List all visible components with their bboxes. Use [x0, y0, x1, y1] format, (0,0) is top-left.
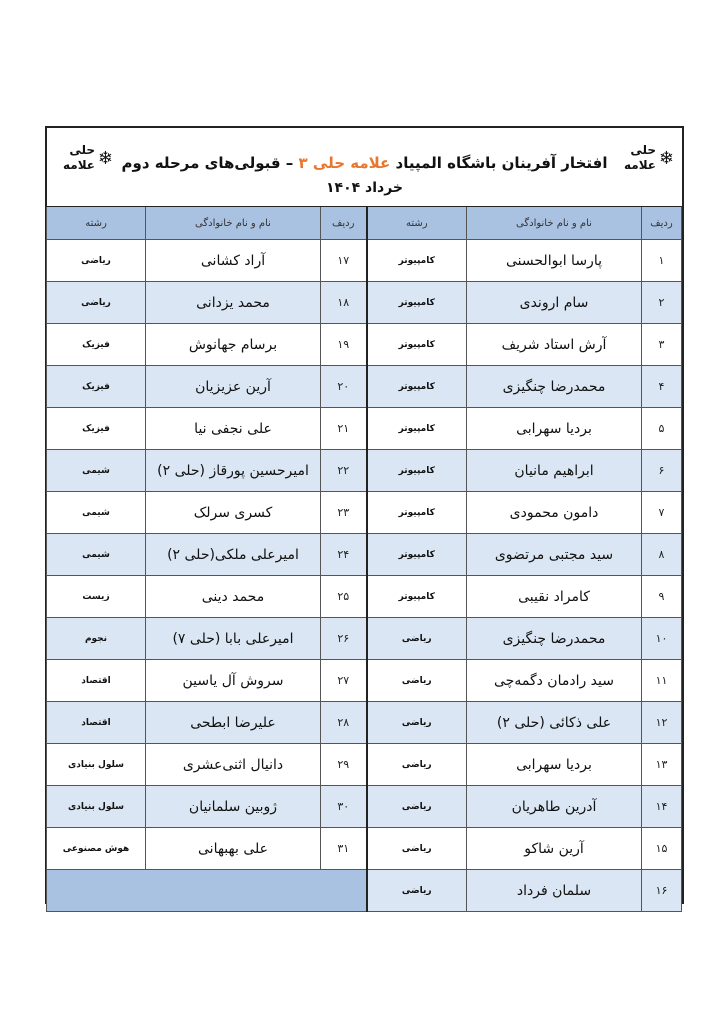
row-number: ۲۰	[321, 366, 367, 408]
table-row	[47, 786, 682, 828]
field-name: فیزیک	[47, 366, 146, 408]
student-name: آراد کشانی	[146, 240, 321, 282]
field-name: ریاضی	[367, 744, 467, 786]
row-number: ۹	[642, 576, 682, 618]
table-row	[47, 366, 682, 408]
table-row	[47, 534, 682, 576]
logo-word: حلی	[69, 143, 95, 157]
student-name: بردیا سهرابی	[467, 408, 642, 450]
field-name: شیمی	[47, 450, 146, 492]
student-name: کامراد نقیبی	[467, 576, 642, 618]
student-name: امیرحسین پورقاز (حلی ۲)	[146, 450, 321, 492]
student-name: آدرین طاهریان	[467, 786, 642, 828]
page-subtitle: خرداد ۱۴۰۴	[325, 180, 404, 196]
row-number: ۸	[642, 534, 682, 576]
table-row	[47, 408, 682, 450]
field-name: سلول بنیادی	[47, 744, 146, 786]
student-name: آرین عزیزیان	[146, 366, 321, 408]
row-number: ۱۱	[642, 660, 682, 702]
table-row	[47, 870, 682, 912]
field-name: فیزیک	[47, 324, 146, 366]
row-number: ۱۴	[642, 786, 682, 828]
field-name: ریاضی	[47, 240, 146, 282]
logo-word: حلی	[630, 143, 656, 157]
title-part2: – قبولی‌های مرحله دوم	[121, 154, 294, 172]
field-name: ریاضی	[367, 660, 467, 702]
logo-word: علامه	[623, 158, 656, 172]
logo-word: علامه	[62, 158, 95, 172]
student-name: سروش آل یاسین	[146, 660, 321, 702]
table-header-row	[47, 207, 682, 240]
student-name: محمد یزدانی	[146, 282, 321, 324]
student-name: علی نجفی نیا	[146, 408, 321, 450]
row-number: ۲۲	[321, 450, 367, 492]
row-number: ۳۰	[321, 786, 367, 828]
field-name: اقتصاد	[47, 702, 146, 744]
row-number: ۱۵	[642, 828, 682, 870]
field-name: ریاضی	[47, 282, 146, 324]
student-name: بردیا سهرابی	[467, 744, 642, 786]
student-name: امیرعلی ملکی(حلی ۲)	[146, 534, 321, 576]
student-name: دامون محمودی	[467, 492, 642, 534]
snowflake-icon: ❄	[97, 148, 113, 169]
title-highlight: علامه حلی ۳	[298, 154, 391, 172]
row-number: ۳	[642, 324, 682, 366]
row-number: ۳۱	[321, 828, 367, 870]
row-number: ۲۳	[321, 492, 367, 534]
student-name: آرش استاد شریف	[467, 324, 642, 366]
col-header-field: رشته	[367, 207, 467, 240]
row-number: ۵	[642, 408, 682, 450]
row-number: ۲۷	[321, 660, 367, 702]
student-name: محمد دینی	[146, 576, 321, 618]
row-number: ۲۶	[321, 618, 367, 660]
empty-cell	[47, 870, 367, 912]
row-number: ۱۷	[321, 240, 367, 282]
table-row	[47, 492, 682, 534]
field-name: کامپیوتر	[367, 576, 467, 618]
row-number: ۶	[642, 450, 682, 492]
field-name: هوش مصنوعی	[47, 828, 146, 870]
table-row	[47, 576, 682, 618]
col-header-radif: ردیف	[642, 207, 682, 240]
row-number: ۲	[642, 282, 682, 324]
field-name: اقتصاد	[47, 660, 146, 702]
col-header-name: نام و نام خانوادگی	[146, 207, 321, 240]
title-part1: افتخار آفرینان باشگاه المپیاد	[395, 154, 608, 172]
field-name: ریاضی	[367, 870, 467, 912]
field-name: شیمی	[47, 534, 146, 576]
student-name: محمدرضا چنگیزی	[467, 366, 642, 408]
col-header-radif: ردیف	[321, 207, 367, 240]
field-name: فیزیک	[47, 408, 146, 450]
student-name: سید مجتبی مرتضوی	[467, 534, 642, 576]
col-header-name: نام و نام خانوادگی	[467, 207, 642, 240]
student-name: علی ذکائی (حلی ۲)	[467, 702, 642, 744]
row-number: ۱۶	[642, 870, 682, 912]
field-name: ریاضی	[367, 702, 467, 744]
field-name: کامپیوتر	[367, 492, 467, 534]
student-name: ابراهیم مانیان	[467, 450, 642, 492]
table-row	[47, 828, 682, 870]
student-name: ژوبین سلمانیان	[146, 786, 321, 828]
page-title	[47, 154, 682, 172]
student-name: برسام جهانوش	[146, 324, 321, 366]
table-row	[47, 702, 682, 744]
field-name: کامپیوتر	[367, 240, 467, 282]
table-row	[47, 282, 682, 324]
field-name: کامپیوتر	[367, 366, 467, 408]
row-number: ۲۴	[321, 534, 367, 576]
school-logo-left	[55, 142, 113, 178]
table-row	[47, 240, 682, 282]
field-name: نجوم	[47, 618, 146, 660]
field-name: زیست	[47, 576, 146, 618]
table-row	[47, 618, 682, 660]
student-name: سید رادمان دگمه‌چی	[467, 660, 642, 702]
row-number: ۱	[642, 240, 682, 282]
student-name: محمدرضا چنگیزی	[467, 618, 642, 660]
student-name: آرین شاکو	[467, 828, 642, 870]
row-number: ۲۹	[321, 744, 367, 786]
student-name: علی بهبهانی	[146, 828, 321, 870]
field-name: ریاضی	[367, 618, 467, 660]
student-name: پارسا ابوالحسنی	[467, 240, 642, 282]
row-number: ۷	[642, 492, 682, 534]
student-name: سام اروندی	[467, 282, 642, 324]
col-header-field: رشته	[47, 207, 146, 240]
row-number: ۱۸	[321, 282, 367, 324]
sheet-header	[47, 128, 682, 207]
student-name: سلمان فرداد	[467, 870, 642, 912]
field-name: کامپیوتر	[367, 324, 467, 366]
table-row	[47, 744, 682, 786]
field-name: کامپیوتر	[367, 282, 467, 324]
row-number: ۱۹	[321, 324, 367, 366]
student-name: دانیال اثنی‌عشری	[146, 744, 321, 786]
row-number: ۲۸	[321, 702, 367, 744]
student-name: امیرعلی بابا (حلی ۷)	[146, 618, 321, 660]
row-number: ۱۲	[642, 702, 682, 744]
table-row	[47, 660, 682, 702]
snowflake-icon: ❄	[658, 148, 674, 169]
student-name: کسری سرلک	[146, 492, 321, 534]
row-number: ۴	[642, 366, 682, 408]
results-sheet	[45, 126, 684, 904]
row-number: ۲۱	[321, 408, 367, 450]
field-name: ریاضی	[367, 828, 467, 870]
student-name: علیرضا ابطحی	[146, 702, 321, 744]
results-table	[46, 207, 682, 912]
field-name: سلول بنیادی	[47, 786, 146, 828]
row-number: ۱۰	[642, 618, 682, 660]
field-name: کامپیوتر	[367, 408, 467, 450]
field-name: شیمی	[47, 492, 146, 534]
field-name: کامپیوتر	[367, 534, 467, 576]
row-number: ۱۳	[642, 744, 682, 786]
table-row	[47, 450, 682, 492]
field-name: ریاضی	[367, 786, 467, 828]
row-number: ۲۵	[321, 576, 367, 618]
table-row	[47, 324, 682, 366]
field-name: کامپیوتر	[367, 450, 467, 492]
